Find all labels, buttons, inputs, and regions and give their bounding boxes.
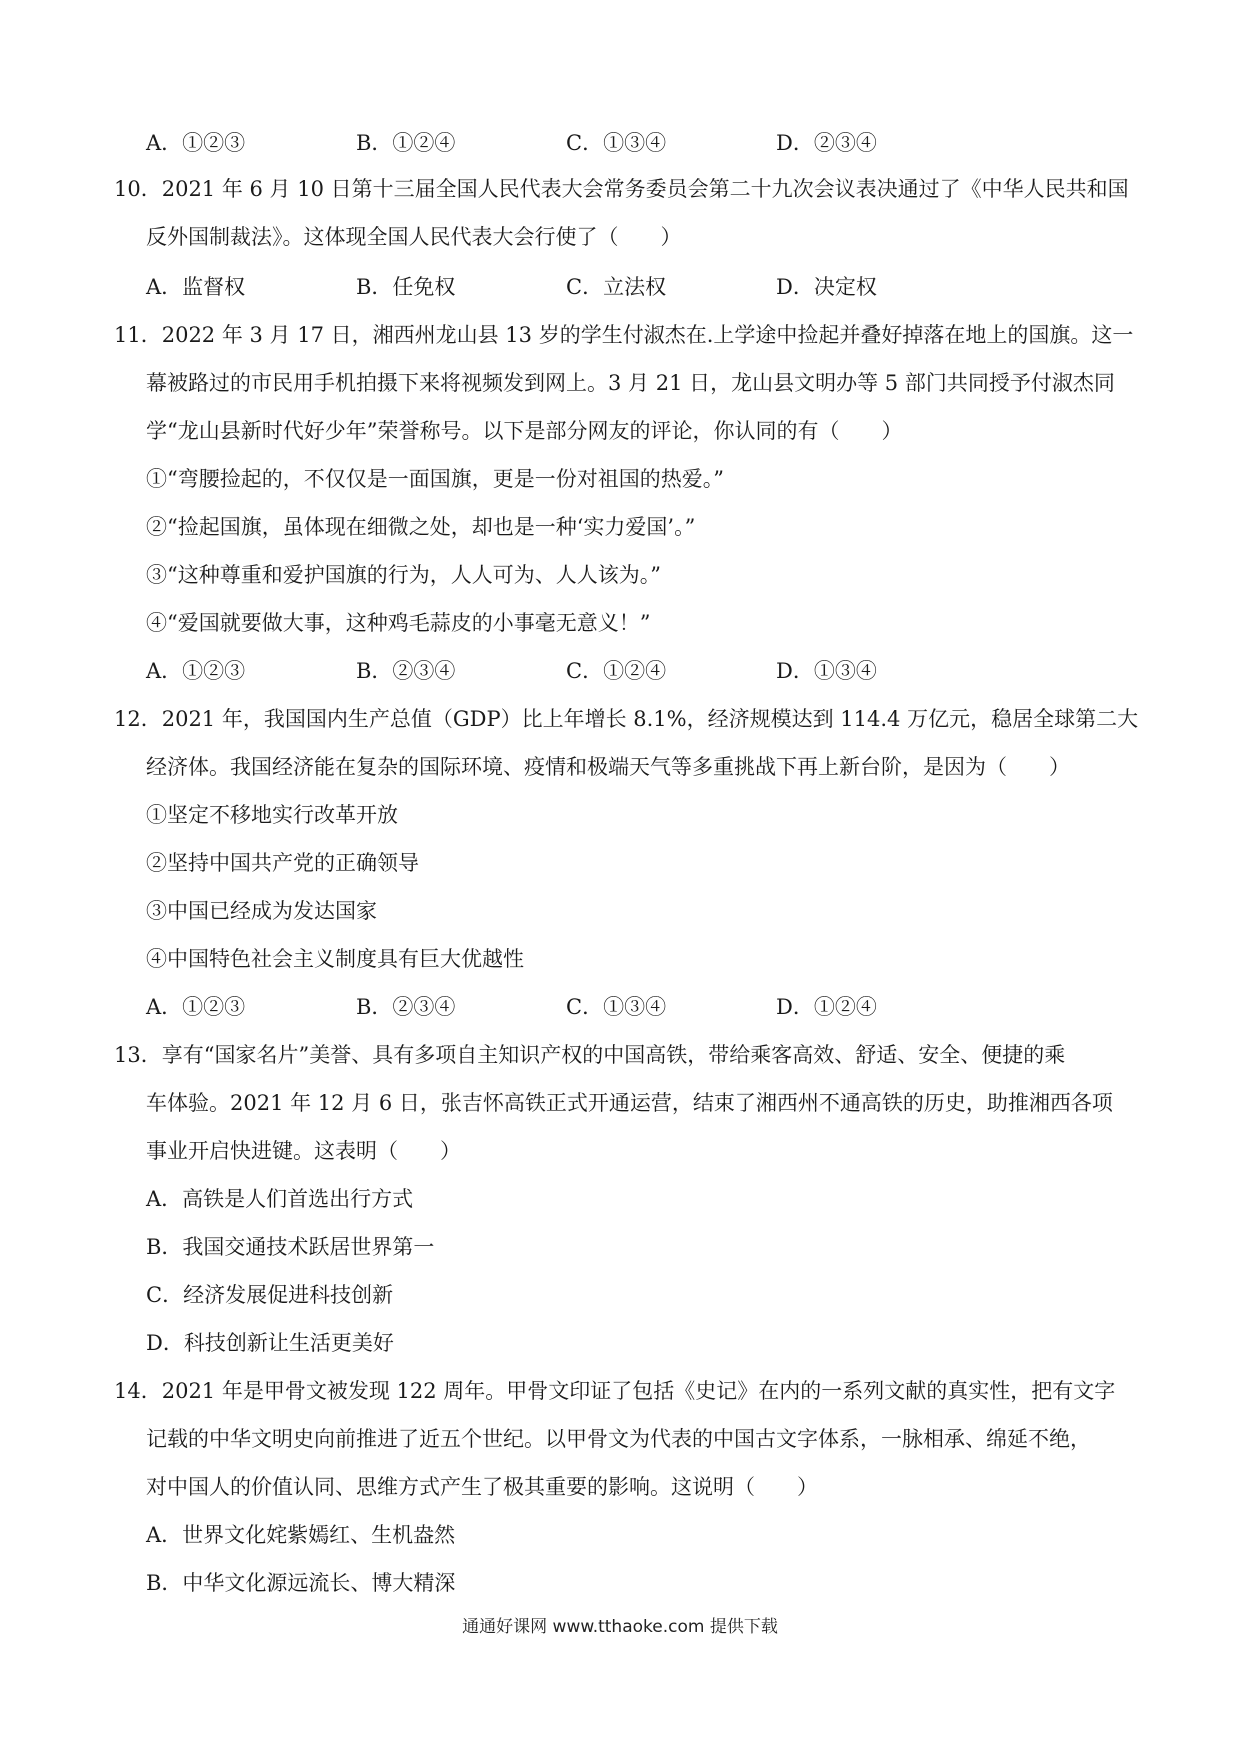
q11-option-d: D．①③④ <box>776 659 877 683</box>
q12-option-b: B．②③④ <box>356 995 456 1019</box>
q11-item-3: ③“这种尊重和爱护国旗的行为，人人可为、人人该为。” <box>146 563 661 587</box>
q11-stem-line-1: 11．2022 年 3 月 17 日，湘西州龙山县 13 岁的学生付淑杰在.上学途中捡起并叠好掉落在地上的国旗。这一 <box>114 323 1134 347</box>
q9-options <box>146 128 1046 158</box>
q12-item-3: ③中国已经成为发达国家 <box>146 899 377 923</box>
q12-item-4: ④中国特色社会主义制度具有巨大优越性 <box>146 947 524 971</box>
q14-stem-line-3: 对中国人的价值认同、思维方式产生了极其重要的影响。这说明（ ） <box>146 1475 818 1499</box>
q9-option-d: D．②③④ <box>776 131 877 155</box>
q14-stem-line-2: 记载的中华文明史向前推进了近五个世纪。以甲骨文为代表的中国古文字体系，一脉相承、绵延不绝， <box>146 1427 1091 1451</box>
q10-stem-line-2: 反外国制裁法》。这体现全国人民代表大会行使了（ ） <box>146 225 682 249</box>
q12-item-1: ①坚定不移地实行改革开放 <box>146 803 398 827</box>
q14-option-a: A．世界文化姹紫嫣红、生机盎然 <box>146 1523 456 1547</box>
q12-options <box>146 992 1046 1022</box>
q10-option-d: D．决定权 <box>776 275 877 299</box>
q13-option-c: C．经济发展促进科技创新 <box>146 1283 394 1307</box>
q9-option-a: A．①②③ <box>146 131 246 155</box>
q11-option-c: C．①②④ <box>566 659 667 683</box>
q13-stem-line-2: 车体验。2021 年 12 月 6 日，张吉怀高铁正式开通运营，结束了湘西州不通高铁的历史，助推湘西各项 <box>146 1091 1113 1115</box>
q14-stem-line-1: 14．2021 年是甲骨文被发现 122 周年。甲骨文印证了包括《史记》在内的一系列文献的真实性，把有文字 <box>114 1379 1116 1403</box>
q13-stem-line-3: 事业开启快进键。这表明（ ） <box>146 1139 461 1163</box>
q10-option-c: C．立法权 <box>566 275 667 299</box>
q11-stem-line-2: 幕被路过的市民用手机拍摄下来将视频发到网上。3 月 21 日，龙山县文明办等 5 部门共同授予付淑杰同 <box>146 371 1115 395</box>
q13-stem-line-1: 13．享有“国家名片”美誉、具有多项自主知识产权的中国高铁，带给乘客高效、舒适、安全、便捷的乘 <box>114 1043 1066 1067</box>
q12-option-a: A．①②③ <box>146 995 246 1019</box>
q12-item-2: ②坚持中国共产党的正确领导 <box>146 851 419 875</box>
page-footer: 通通好课网 www.tthaoke.com 提供下载 <box>462 1617 778 1637</box>
q13-option-d: D．科技创新让生活更美好 <box>146 1331 394 1355</box>
q9-option-b: B．①②④ <box>356 131 456 155</box>
q12-stem-line-1: 12．2021 年，我国国内生产总值（GDP）比上年增长 8.1%，经济规模达到 114.4 万亿元，稳居全球第二大 <box>114 707 1139 731</box>
q10-option-a: A．监督权 <box>146 275 246 299</box>
q13-option-b: B．我国交通技术跃居世界第一 <box>146 1235 435 1259</box>
q11-option-a: A．①②③ <box>146 659 246 683</box>
q11-item-2: ②“捡起国旗，虽体现在细微之处，却也是一种‘实力爱国’。” <box>146 515 696 539</box>
q11-option-b: B．②③④ <box>356 659 456 683</box>
q9-option-c: C．①③④ <box>566 131 667 155</box>
q11-item-1: ①“弯腰捡起的，不仅仅是一面国旗，更是一份对祖国的热爱。” <box>146 467 724 491</box>
q12-stem-line-2: 经济体。我国经济能在复杂的国际环境、疫情和极端天气等多重挑战下再上新台阶，是因为（ ） <box>146 755 1070 779</box>
q14-option-b: B．中华文化源远流长、博大精深 <box>146 1571 456 1595</box>
q10-option-b: B．任免权 <box>356 275 456 299</box>
q13-option-a: A．高铁是人们首选出行方式 <box>146 1187 414 1211</box>
q12-option-c: C．①③④ <box>566 995 667 1019</box>
q11-options <box>146 656 1046 686</box>
q11-item-4: ④“爱国就要做大事，这种鸡毛蒜皮的小事毫无意义！” <box>146 611 651 635</box>
q10-stem-line-1: 10．2021 年 6 月 10 日第十三届全国人民代表大会常务委员会第二十九次会议表决通过了《中华人民共和国 <box>114 177 1129 201</box>
q12-option-d: D．①②④ <box>776 995 877 1019</box>
q11-stem-line-3: 学“龙山县新时代好少年”荣誉称号。以下是部分网友的评论，你认同的有（ ） <box>146 419 903 443</box>
q10-options <box>146 272 1046 302</box>
